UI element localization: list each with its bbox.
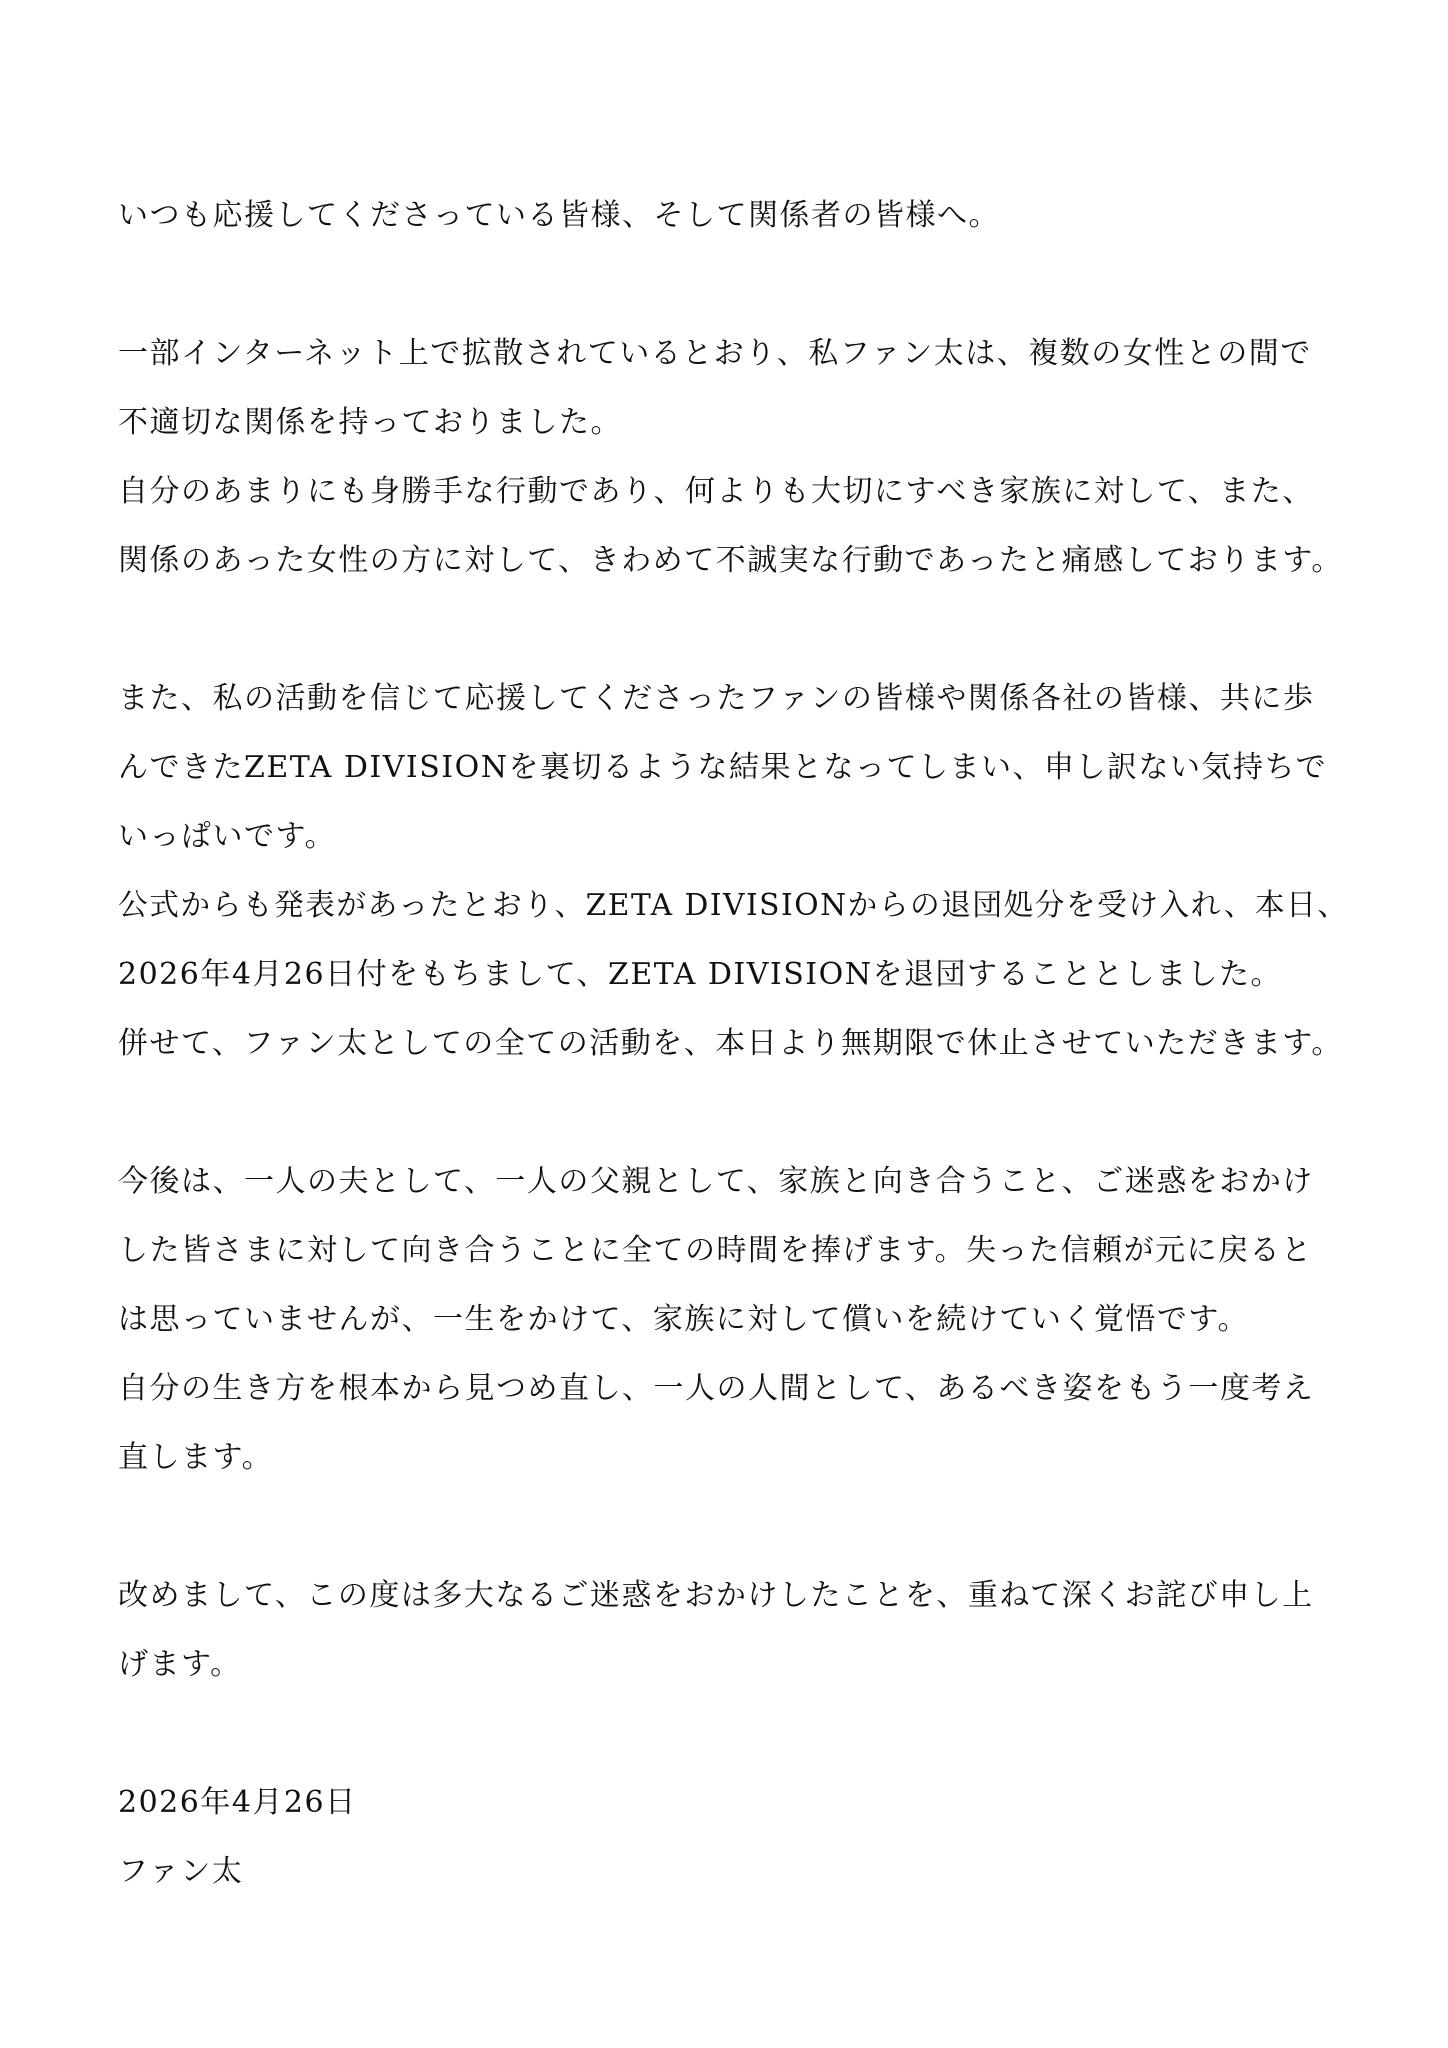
paragraph-4-line-2: げます。	[118, 1647, 242, 1682]
paragraph-3-line-3: は思っていませんが、一生をかけて、家族に対して償いを続けていく覚悟です。	[118, 1302, 1249, 1337]
greeting: いつも応援してくださっている皆様、そして関係者の皆様へ。	[118, 198, 1000, 233]
paragraph-2-line-3: いっぱいです。	[118, 819, 337, 854]
paragraph-3-line-2: した皆さまに対して向き合うことに全ての時間を捧げます。失った信頼が元に戻ると	[118, 1233, 1313, 1268]
paragraph-1-line-3: 自分のあまりにも身勝手な行動であり、何よりも大切にすべき家族に対して、また、	[118, 474, 1314, 509]
paragraph-3-line-1: 今後は、一人の夫として、一人の父親として、家族と向き合うこと、ご迷惑をおかけ	[118, 1164, 1314, 1199]
paragraph-1-line-2: 不適切な関係を持っておりました。	[118, 405, 622, 440]
paragraph-1-line-1: 一部インターネット上で拡散されているとおり、私ファン太は、複数の女性との間で	[118, 336, 1312, 371]
paragraph-2-line-1: また、私の活動を信じて応援してくださったファンの皆様や関係各社の皆様、共に歩	[118, 681, 1315, 716]
paragraph-2-line-5: 2026年4月26日付をもちまして、ZETA DIVISIONを退団することとしました。	[118, 957, 1282, 992]
paragraph-2-line-4: 公式からも発表があったとおり、ZETA DIVISIONからの退団処分を受け入れ、本日、	[118, 888, 1349, 923]
paragraph-3-line-5: 直します。	[118, 1440, 274, 1475]
signature-date: 2026年4月26日	[118, 1785, 357, 1820]
paragraph-2-line-2: んできたZETA DIVISIONを裏切るような結果となってしまい、申し訳ない気持ちで	[118, 750, 1328, 785]
paragraph-1-line-4: 関係のあった女性の方に対して、きわめて不誠実な行動であったと痛感しております。	[118, 543, 1343, 578]
paragraph-2-line-6: 併せて、ファン太としての全ての活動を、本日より無期限で休止させていただきます。	[118, 1026, 1343, 1061]
paragraph-4-line-1: 改めまして、この度は多大なるご迷惑をおかけしたことを、重ねて深くお詫び申し上	[118, 1578, 1314, 1613]
paragraph-3-line-4: 自分の生き方を根本から見つめ直し、一人の人間として、あるべき姿をもう一度考え	[118, 1371, 1315, 1406]
signature-name: ファン太	[118, 1854, 244, 1889]
